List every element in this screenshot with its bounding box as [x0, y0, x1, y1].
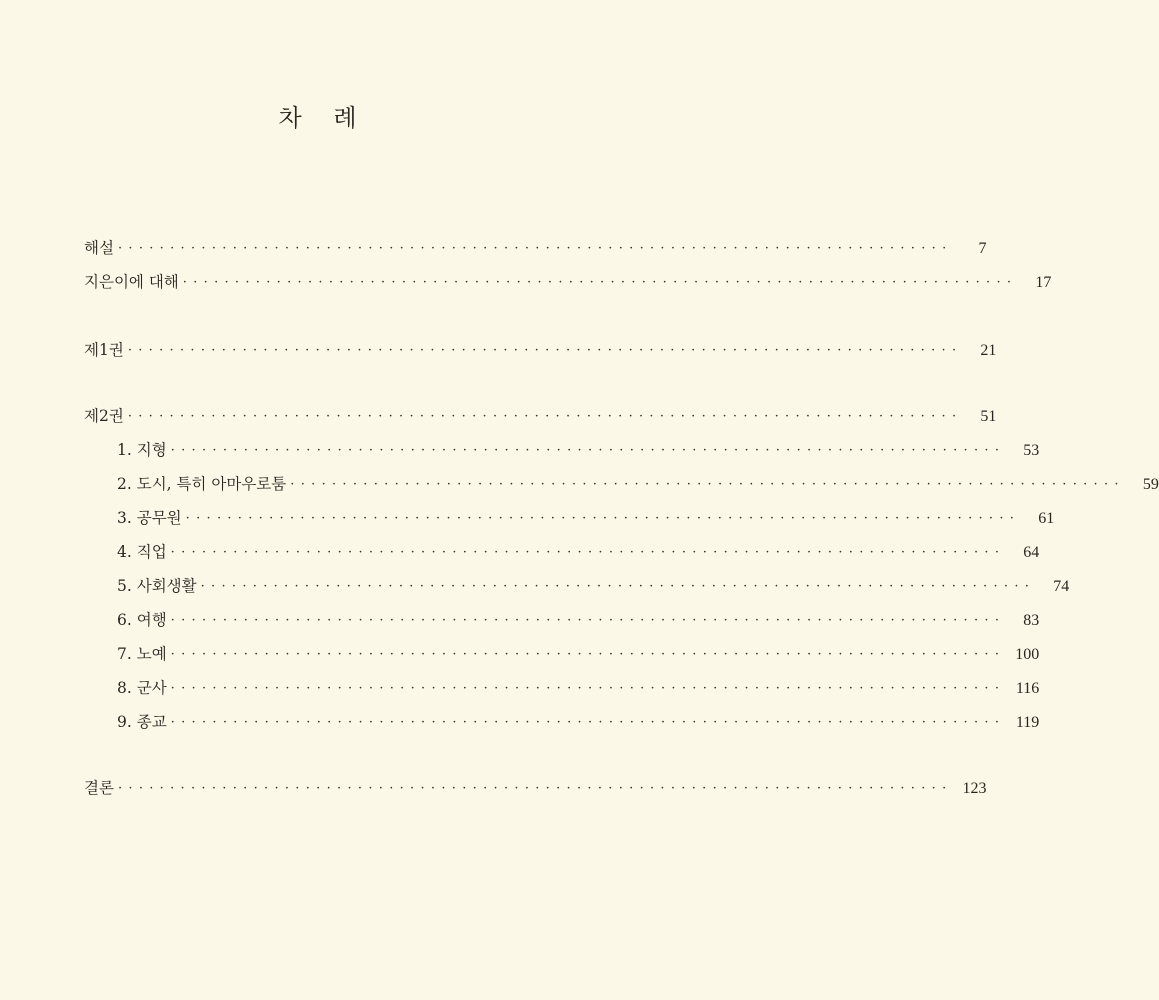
toc-entry-label: 6. 여행	[117, 611, 167, 629]
toc-entry-book-2	[84, 400, 997, 426]
dot-leader: ················································································	[170, 443, 1006, 458]
page-title: 차 례	[278, 104, 369, 132]
toc-entry-book-1	[84, 334, 997, 360]
toc-entry-military	[117, 672, 1040, 698]
dot-leader: ················································································	[170, 545, 1006, 560]
toc-entry-page: 74	[1053, 578, 1070, 595]
toc-entry-label: 해설	[84, 239, 114, 257]
toc-entry-slaves	[117, 638, 1040, 664]
dot-leader: ················································································	[117, 781, 953, 796]
toc-entry-travel	[117, 604, 1040, 630]
toc-entry-label: 지은이에 대해	[84, 273, 179, 291]
toc-entry-about-author	[84, 266, 1052, 292]
toc-entry-label: 8. 군사	[117, 679, 167, 697]
toc-entry-commentary	[84, 232, 987, 258]
toc-entry-label: 4. 직업	[117, 543, 167, 561]
toc-entry-social-life	[117, 570, 1070, 596]
toc-entry-page: 100	[1015, 646, 1040, 663]
toc-entry-label: 5. 사회생활	[117, 577, 197, 595]
toc-entry-label: 3. 공무원	[117, 509, 182, 527]
toc-entry-page: 51	[980, 408, 997, 425]
dot-leader: ················································································	[170, 681, 1006, 696]
dot-leader: ················································································	[182, 275, 1018, 290]
toc-entry-page: 61	[1038, 510, 1055, 527]
dot-leader: ················································································	[170, 613, 1006, 628]
toc-entry-page: 116	[1015, 680, 1040, 697]
toc-entry-page: 21	[980, 342, 997, 359]
toc-entry-label: 7. 노예	[117, 645, 167, 663]
dot-leader: ················································································	[127, 343, 963, 358]
dot-leader: ················································································	[170, 647, 1006, 662]
toc-entry-label: 2. 도시, 특히 아마우로툼	[117, 475, 287, 493]
dot-leader: ················································································	[117, 241, 953, 256]
toc-entry-page: 17	[1035, 274, 1052, 291]
toc-entry-geography	[117, 434, 1040, 460]
toc-entry-conclusion	[84, 772, 987, 798]
toc-entry-page: 53	[1023, 442, 1040, 459]
dot-leader: ················································································	[290, 477, 1125, 492]
toc-entry-religion	[117, 706, 1040, 732]
dot-leader: ················································································	[170, 715, 1006, 730]
toc-entry-label: 제1권	[84, 341, 124, 359]
toc-entry-page: 119	[1015, 714, 1040, 731]
dot-leader: ················································································	[200, 579, 1036, 594]
toc-entry-label: 9. 종교	[117, 713, 167, 731]
toc-entry-page: 64	[1023, 544, 1040, 561]
toc-entry-occupations	[117, 536, 1040, 562]
toc-entry-page: 123	[962, 780, 987, 797]
dot-leader: ················································································	[185, 511, 1021, 526]
toc-entry-label: 결론	[84, 779, 114, 797]
toc-entry-page: 7	[978, 240, 987, 257]
toc-entry-page: 83	[1023, 612, 1040, 629]
toc-entry-page: 59	[1142, 476, 1159, 493]
toc-entry-cities	[117, 468, 1159, 494]
dot-leader: ················································································	[127, 409, 963, 424]
toc-entry-label: 1. 지형	[117, 441, 167, 459]
toc-entry-label: 제2권	[84, 407, 124, 425]
toc-entry-officials	[117, 502, 1055, 528]
